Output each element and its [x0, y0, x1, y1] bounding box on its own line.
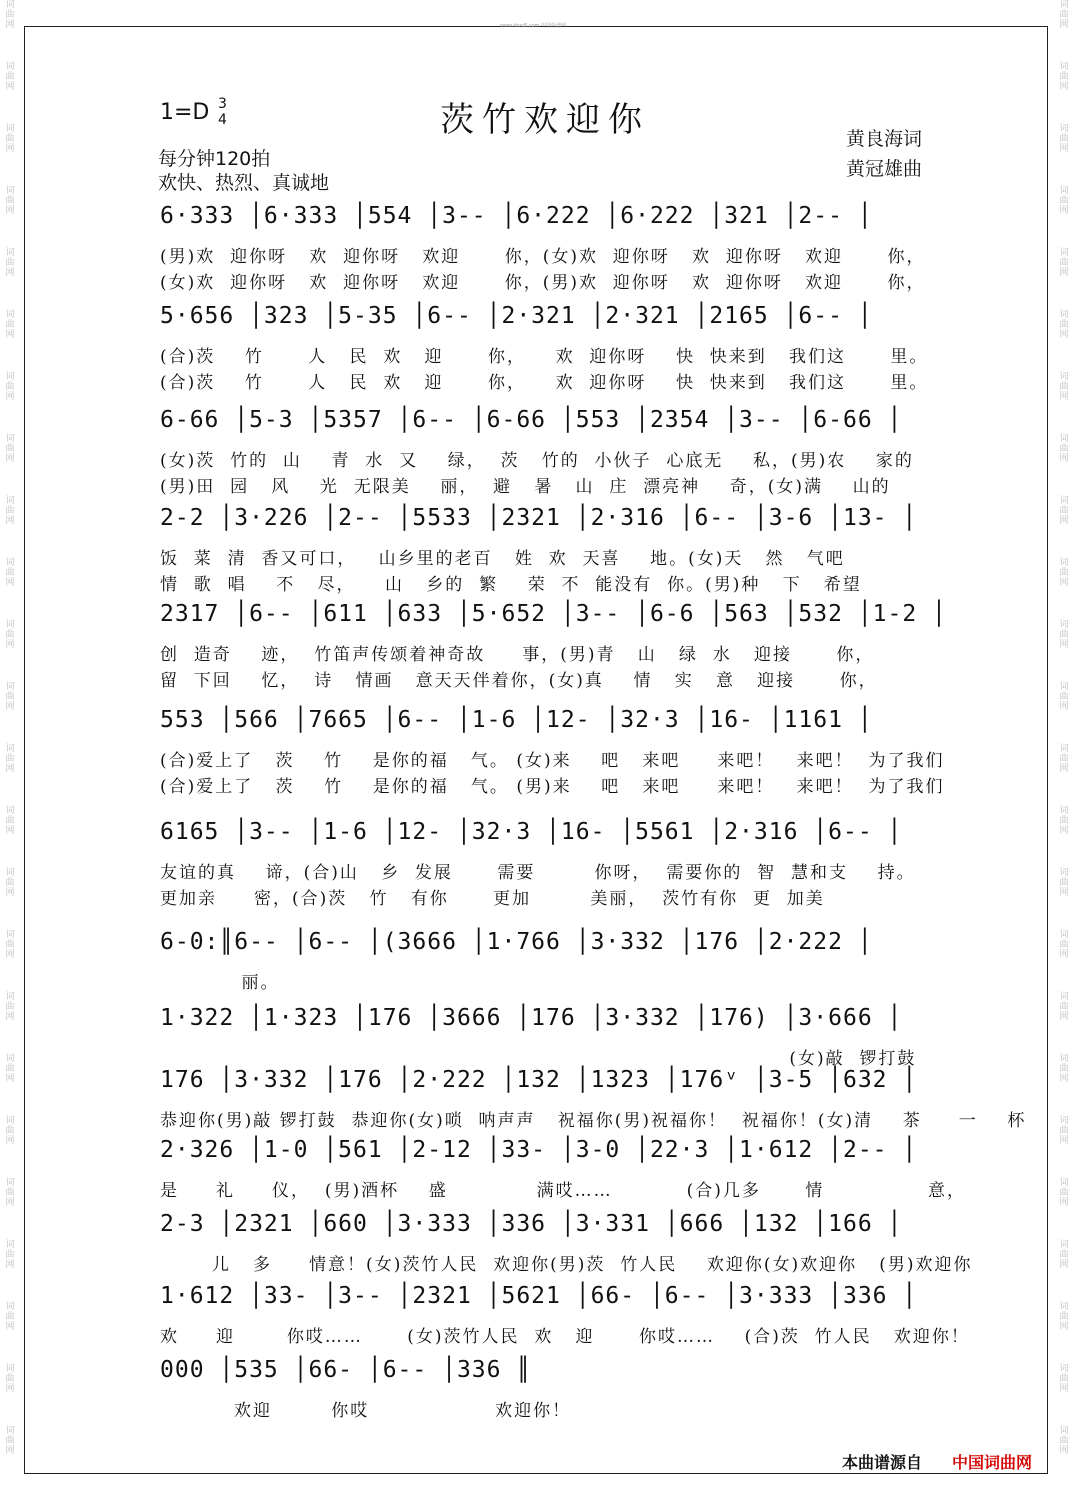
- lyric-line: 欢迎 你哎 欢迎你！: [160, 1401, 572, 1421]
- watermark-glyph-group: 词 曲 网: [5, 310, 15, 340]
- watermark-glyph-group: 词 曲 网: [1059, 124, 1069, 154]
- watermark-glyph-group: 词 曲 网: [5, 434, 15, 464]
- notation-line: 1·612 │33- │3-- │2321 │5621 │66- │6-- │3·333 │336 │: [160, 1283, 918, 1309]
- watermark-glyph-group: 词 曲 网: [1059, 0, 1069, 30]
- watermark-glyph-group: 词 曲 网: [1059, 1302, 1069, 1332]
- notation-line: 000 │535 │66- │6-- │336 ║: [160, 1357, 532, 1383]
- watermark-glyph-group: 词 曲 网: [1059, 372, 1069, 402]
- lyric-line: (女)茨 竹的 山 青 水 又 绿， 茨 竹的 小伙子 心底无 私，(男)农 家的: [160, 451, 914, 471]
- lyric-line: 饭 菜 清 香又可口， 山乡里的老百 姓 欢 天喜 地。(女)天 然 气吧: [160, 549, 845, 569]
- lyric-line: (合)爱上了 茨 竹 是你的福 气。 (男)来 吧 来吧 来吧！ 来吧！ 为了我们: [160, 777, 945, 797]
- notation-line: 1·322 │1·323 │176 │3666 │176 │3·332 │176) │3·666 │: [160, 1005, 903, 1031]
- lyric-line: (女)敲 锣打鼓: [160, 1049, 917, 1069]
- lyric-line: (合)茨 竹 人 民 欢 迎 你， 欢 迎你呀 快 快来到 我们这 里。: [160, 373, 929, 393]
- watermark-glyph-group: 词 曲 网: [1059, 186, 1069, 216]
- watermark-glyph-group: 词 曲 网: [1059, 1240, 1069, 1270]
- lyric-line: 儿 多 情意！(女)茨竹人民 欢迎你(男)茨 竹人民 欢迎你(女)欢迎你 (男)欢迎你: [160, 1255, 973, 1275]
- lyric-line: (合)爱上了 茨 竹 是你的福 气。 (女)来 吧 来吧 来吧！ 来吧！ 为了我们: [160, 751, 945, 771]
- notation-line: 2317 │6-- │611 │633 │5·652 │3-- │6-6 │563 │532 │1-2 │: [160, 601, 947, 627]
- watermark-glyph-group: 词 曲 网: [1059, 1426, 1069, 1456]
- watermark-glyph-group: 词 曲 网: [1059, 992, 1069, 1022]
- lyric-line: 丽。: [160, 973, 280, 993]
- watermark-glyph-group: 词 曲 网: [5, 372, 15, 402]
- watermark-glyph-group: 词 曲 网: [1059, 1054, 1069, 1084]
- tiny-header: www.ktvc8.com 中国曲谱网: [500, 23, 567, 29]
- watermark-glyph-group: 词 曲 网: [5, 806, 15, 836]
- notation-line: 6165 │3-- │1-6 │12- │32·3 │16- │5561 │2·316 │6-- │: [160, 819, 903, 845]
- watermark-glyph-group: 词 曲 网: [1059, 62, 1069, 92]
- expression-marking: 欢快、热烈、真诚地: [158, 172, 330, 194]
- watermark-glyph-group: 词 曲 网: [1059, 806, 1069, 836]
- watermark-glyph-group: 词 曲 网: [5, 682, 15, 712]
- lyric-line: 友谊的真 谛，(合)山 乡 发展 需要 你呀， 需要你的 智 慧和支 持。: [160, 863, 916, 883]
- left-watermark-strip: [2, 0, 18, 1498]
- watermark-glyph-group: 词 曲 网: [5, 62, 15, 92]
- lyric-line: 恭迎你(男)敲 锣打鼓 恭迎你(女)唢 呐声声 祝福你(男)祝福你！ 祝福你！(女)清 茶 一 杯: [160, 1111, 1027, 1131]
- lyric-line: (男)田 园 风 光 无限美 丽， 避 暑 山 庄 漂亮神 奇，(女)满 山的: [160, 477, 891, 497]
- time-signature: [218, 96, 227, 128]
- lyric-line: 创 造奇 迹， 竹笛声传颂着神奇故 事，(男)青 山 绿 水 迎接 你，: [160, 645, 875, 665]
- watermark-glyph-group: 词 曲 网: [5, 496, 15, 526]
- watermark-glyph-group: 词 曲 网: [1059, 310, 1069, 340]
- tempo-marking: 每分钟120拍: [158, 148, 271, 170]
- watermark-glyph-group: 词 曲 网: [5, 558, 15, 588]
- watermark-glyph-group: 词 曲 网: [5, 1240, 15, 1270]
- right-watermark-strip: [1056, 0, 1072, 1498]
- key-label: 1=D: [160, 100, 210, 125]
- watermark-glyph-group: 词 曲 网: [5, 620, 15, 650]
- lyric-line: 欢 迎 你哎…… (女)茨竹人民 欢 迎 你哎…… (合)茨 竹人民 欢迎你！: [160, 1327, 970, 1347]
- watermark-glyph-group: 词 曲 网: [5, 1364, 15, 1394]
- lyric-line: (合)茨 竹 人 民 欢 迎 你， 欢 迎你呀 快 快来到 我们这 里。: [160, 347, 929, 367]
- watermark-glyph-group: 词 曲 网: [5, 1302, 15, 1332]
- watermark-glyph-group: 词 曲 网: [1059, 1178, 1069, 1208]
- footer-source-label: 本曲谱源自: [842, 1453, 923, 1472]
- watermark-glyph-group: 词 曲 网: [1059, 1116, 1069, 1146]
- watermark-glyph-group: 词 曲 网: [1059, 434, 1069, 464]
- watermark-glyph-group: 词 曲 网: [1059, 682, 1069, 712]
- watermark-glyph-group: 词 曲 网: [1059, 558, 1069, 588]
- watermark-glyph-group: 词 曲 网: [5, 744, 15, 774]
- notation-line: 6·333 │6·333 │554 │3-- │6·222 │6·222 │321 │2-- │: [160, 203, 873, 229]
- watermark-glyph-group: 词 曲 网: [1059, 1364, 1069, 1394]
- meter-bottom: 4: [218, 112, 227, 128]
- lyric-line: 更加亲 密，(合)茨 竹 有你 更加 美丽， 茨竹有你 更 加美: [160, 889, 825, 909]
- notation-line: 2·326 │1-0 │561 │2-12 │33- │3-0 │22·3 │1·612 │2-- │: [160, 1137, 918, 1163]
- lyricist-credit: 黄良海词: [846, 128, 923, 150]
- watermark-glyph-group: 词 曲 网: [1059, 930, 1069, 960]
- watermark-glyph-group: 词 曲 网: [5, 868, 15, 898]
- watermark-glyph-group: 词 曲 网: [1059, 744, 1069, 774]
- notation-line: 2-2 │3·226 │2-- │5533 │2321 │2·316 │6-- │3-6 │13- │: [160, 505, 918, 531]
- notation-line: 2-3 │2321 │660 │3·333 │336 │3·331 │666 │132 │166 │: [160, 1211, 903, 1237]
- watermark-glyph-group: 词 曲 网: [1059, 868, 1069, 898]
- lyric-line: (男)欢 迎你呀 欢 迎你呀 欢迎 你，(女)欢 迎你呀 欢 迎你呀 欢迎 你，: [160, 247, 926, 267]
- footer-site-link[interactable]: 中国词曲网: [952, 1453, 1033, 1472]
- watermark-glyph-group: 词 曲 网: [5, 186, 15, 216]
- watermark-glyph-group: 词 曲 网: [5, 248, 15, 278]
- lyric-line: 情 歌 唱 不 尽， 山 乡的 繁 荣 不 能没有 你。(男)种 下 希望: [160, 575, 862, 595]
- watermark-glyph-group: 词 曲 网: [5, 930, 15, 960]
- watermark-glyph-group: 词 曲 网: [5, 992, 15, 1022]
- watermark-glyph-group: 词 曲 网: [5, 124, 15, 154]
- song-title: 茨竹欢迎你: [440, 100, 650, 140]
- lyric-line: (女)欢 迎你呀 欢 迎你呀 欢迎 你，(男)欢 迎你呀 欢 迎你呀 欢迎 你，: [160, 273, 926, 293]
- key-signature: [160, 96, 227, 128]
- watermark-glyph-group: 词 曲 网: [5, 1054, 15, 1084]
- watermark-glyph-group: 词 曲 网: [5, 1178, 15, 1208]
- lyric-line: 留 下回 忆， 诗 情画 意天天伴着你，(女)真 情 实 意 迎接 你，: [160, 671, 878, 691]
- notation-line: 553 │566 │7665 │6-- │1-6 │12- │32·3 │16- │1161 │: [160, 707, 873, 733]
- notation-line: 176 │3·332 │176 │2·222 │132 │1323 │176ᵛ │3-5 │632 │: [160, 1067, 918, 1093]
- lyric-line: 是 礼 仪， (男)酒杯 盛 满哎…… (合)几多 情 意，: [160, 1181, 966, 1201]
- watermark-glyph-group: 词 曲 网: [1059, 248, 1069, 278]
- watermark-glyph-group: 词 曲 网: [1059, 496, 1069, 526]
- notation-line: 5·656 │323 │5-35 │6-- │2·321 │2·321 │2165 │6-- │: [160, 303, 873, 329]
- notation-line: 6-0:║6-- │6-- │(3666 │1·766 │3·332 │176 │2·222 │: [160, 929, 873, 955]
- composer-credit: 黄冠雄曲: [846, 158, 923, 180]
- watermark-glyph-group: 词 曲 网: [5, 1426, 15, 1456]
- meter-top: 3: [218, 96, 227, 112]
- watermark-glyph-group: 词 曲 网: [5, 1116, 15, 1146]
- notation-line: 6-66 │5-3 │5357 │6-- │6-66 │553 │2354 │3-- │6-66 │: [160, 407, 903, 433]
- watermark-glyph-group: 词 曲 网: [1059, 620, 1069, 650]
- watermark-glyph-group: 词 曲 网: [5, 0, 15, 30]
